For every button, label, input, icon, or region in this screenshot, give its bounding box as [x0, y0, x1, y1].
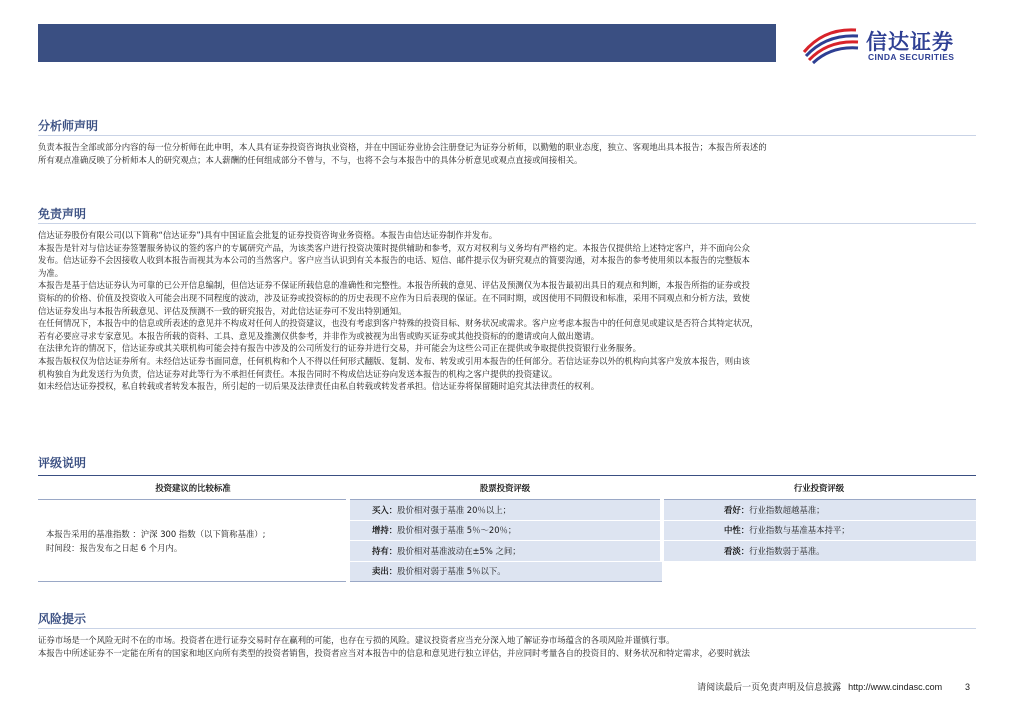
text-line: 信达证券发出与本报告所载意见、评估及预测不一致的研究报告，对此信达证券可不发出特别通知。: [38, 305, 407, 316]
text-line: 信达证券股份有限公司(以下简称“信达证券”)具有中国证监会批复的证券投资咨询业务资格。本报告由信达证券制作并发布。: [38, 230, 498, 240]
rating-label: 中性：: [724, 525, 750, 536]
text-line: 在任何情况下，本报告中的信息或所表述的意见并不构成对任何人的投资建议，也没有考虑到客户特殊的投资目标、财务状况或需求。客户应考虑本报告中的任何意见或建议是否符合其特定状况，: [38, 318, 759, 329]
text-line: 资标的的价格、价值及投资收入可能会出现不同程度的波动，涉及证券或投资标的的历史表现不应作为日后表现的保证。在不同时期，或因使用不同假设和标准，采用不同观点和分析方法，致使: [38, 292, 750, 303]
column-header: 行业投资评级: [662, 476, 976, 500]
rating-section-title: 评级说明: [38, 456, 87, 470]
rating-text: 股价相对基准波动在±5% 之间；: [397, 545, 521, 556]
column-header: 股票投资评级: [348, 476, 662, 500]
stock-rating-hold: [348, 541, 662, 562]
text-line: 发布。信达证券不会因接收人收到本报告而视其为本公司的当然客户。客户应当认识到有关本报告的电话、短信、邮件提示仅为研究观点的简要沟通，对本报告的参考使用须以本报告的完整版本: [38, 255, 750, 266]
stock-rating-buy: [348, 500, 662, 521]
column-header: 投资建议的比较标准: [38, 476, 348, 500]
text-line: 本报告版权仅为信达证券所有。未经信达证券书面同意，任何机构和个人不得以任何形式翻版、复制、发布、转发或引用本报告的任何部分。若信达证券以外的机构向其客户发放本报告，则由该: [38, 355, 750, 366]
industry-rating-neutral: [662, 520, 976, 541]
benchmark-description: [38, 500, 348, 582]
rating-text: 行业指数与基准基本持平；: [749, 525, 850, 536]
disclaimer-section-title: 免责声明: [38, 207, 87, 221]
rating-text: 行业指数弱于基准。: [749, 545, 825, 556]
disclaimer-text: [38, 229, 976, 393]
empty-cell: [662, 561, 976, 582]
text-line: 机构独自为此发送行为负责，信达证券对此等行为不承担任何责任。本报告同时不构成信达证券向发送本报告的机构之客户提供的投资建议。: [38, 368, 558, 379]
cinda-logo-icon: [800, 22, 862, 66]
rating-text: 股价相对强于基准 5％～20％；: [397, 525, 517, 536]
text-line: 本报告中所述证券不一定能在所有的国家和地区向所有类型的投资者销售，投资者应当对本报告中的信息和意见进行独立评估，并应同时考量各自的投资目的、财务状况和特定需求，必要时就法: [38, 647, 750, 658]
cinda-logo: [800, 22, 990, 66]
text-line: 若有必要应寻求专家意见。本报告所载的资料、工具、意见及推测仅供参考，并非作为或被视为出售或购买证券或其他投资标的的邀请或向人做出邀请。: [38, 330, 600, 341]
analyst-statement: [38, 141, 976, 166]
table-row: [38, 500, 976, 521]
risk-section-title: 风险提示: [38, 612, 87, 626]
logo-text-cn: 信达证券: [866, 30, 954, 54]
page-footer: [697, 680, 970, 693]
text-line: 负责本报告全部或部分内容的每一位分析师在此申明，本人具有证券投资咨询执业资格，并在中国证券业协会注册登记为证券分析师，以勤勉的职业态度，独立、客观地出具本报告；本报告所表述的: [38, 142, 767, 152]
footer-note: 请阅读最后一页免责声明及信息披露: [697, 683, 842, 693]
rating-table-header: [38, 476, 976, 500]
rating-label: 买入：: [372, 504, 398, 515]
rating-table: [38, 475, 976, 582]
benchmark-line: 时间段：报告发布之日起 6 个月内。: [46, 542, 183, 553]
rating-label: 持有：: [372, 545, 398, 556]
text-line: 在法律允许的情况下，信达证券或其关联机构可能会持有报告中涉及的公司所发行的证券并进行交易，并可能会为这些公司正在提供或争取提供投资银行业务服务。: [38, 343, 641, 354]
footer-url-link[interactable]: http://www.cindasc.com: [848, 682, 943, 692]
text-line: 本报告是基于信达证券认为可靠的已公开信息编制，但信达证券不保证所载信息的准确性和完整性。本报告所载的意见、评估及预测仅为本报告最初出具日的观点和判断，本报告所指的证券或投: [38, 280, 750, 291]
rating-label: 增持：: [372, 525, 398, 536]
rating-label: 卖出：: [372, 566, 398, 577]
risk-text: [38, 634, 976, 659]
rating-text: 股价相对强于基准 20％以上；: [397, 504, 511, 515]
rating-label: 看好：: [724, 504, 750, 515]
text-line: 所有观点准确反映了分析师本人的研究观点；本人薪酬的任何组成部分不曾与，不与，也将不会与本报告中的具体分析意见或观点直接或间接相关。: [38, 154, 583, 165]
header-bar: [38, 24, 776, 62]
section-divider: [38, 223, 976, 224]
text-line: 如未经信达证券授权，私自转载或者转发本报告，所引起的一切后果及法律责任由私自转载或转发者承担。信达证券将保留随时追究其法律责任的权利。: [38, 381, 600, 392]
industry-rating-positive: [662, 500, 976, 521]
analyst-section-title: 分析师声明: [38, 119, 99, 133]
stock-rating-overweight: [348, 520, 662, 541]
section-divider: [38, 628, 976, 629]
text-line: 本报告是针对与信达证券签署服务协议的签约客户的专属研究产品，为该类客户进行投资决策时提供辅助和参考，双方对权利与义务均有严格约定。本报告仅提供给上述特定客户，并不面向公众: [38, 242, 750, 253]
page-number: 3: [964, 682, 970, 692]
rating-text: 股价相对弱于基准 5％以下。: [397, 566, 506, 577]
text-line: 为准。: [38, 267, 64, 278]
rating-text: 行业指数超越基准；: [749, 504, 825, 515]
rating-label: 看淡：: [724, 545, 750, 556]
section-divider: [38, 135, 976, 136]
logo-text-en: CINDA SECURITIES: [868, 52, 955, 62]
text-line: 证券市场是一个风险无时不在的市场。投资者在进行证券交易时存在赢利的可能，也存在亏损的风险。建议投资者应当充分深入地了解证券市场蕴含的各项风险并谨慎行事。: [38, 635, 675, 645]
stock-rating-sell: [348, 561, 662, 582]
industry-rating-negative: [662, 541, 976, 562]
benchmark-line: 本报告采用的基准指数 ：沪深 300 指数（以下简称基准）;: [46, 528, 266, 539]
